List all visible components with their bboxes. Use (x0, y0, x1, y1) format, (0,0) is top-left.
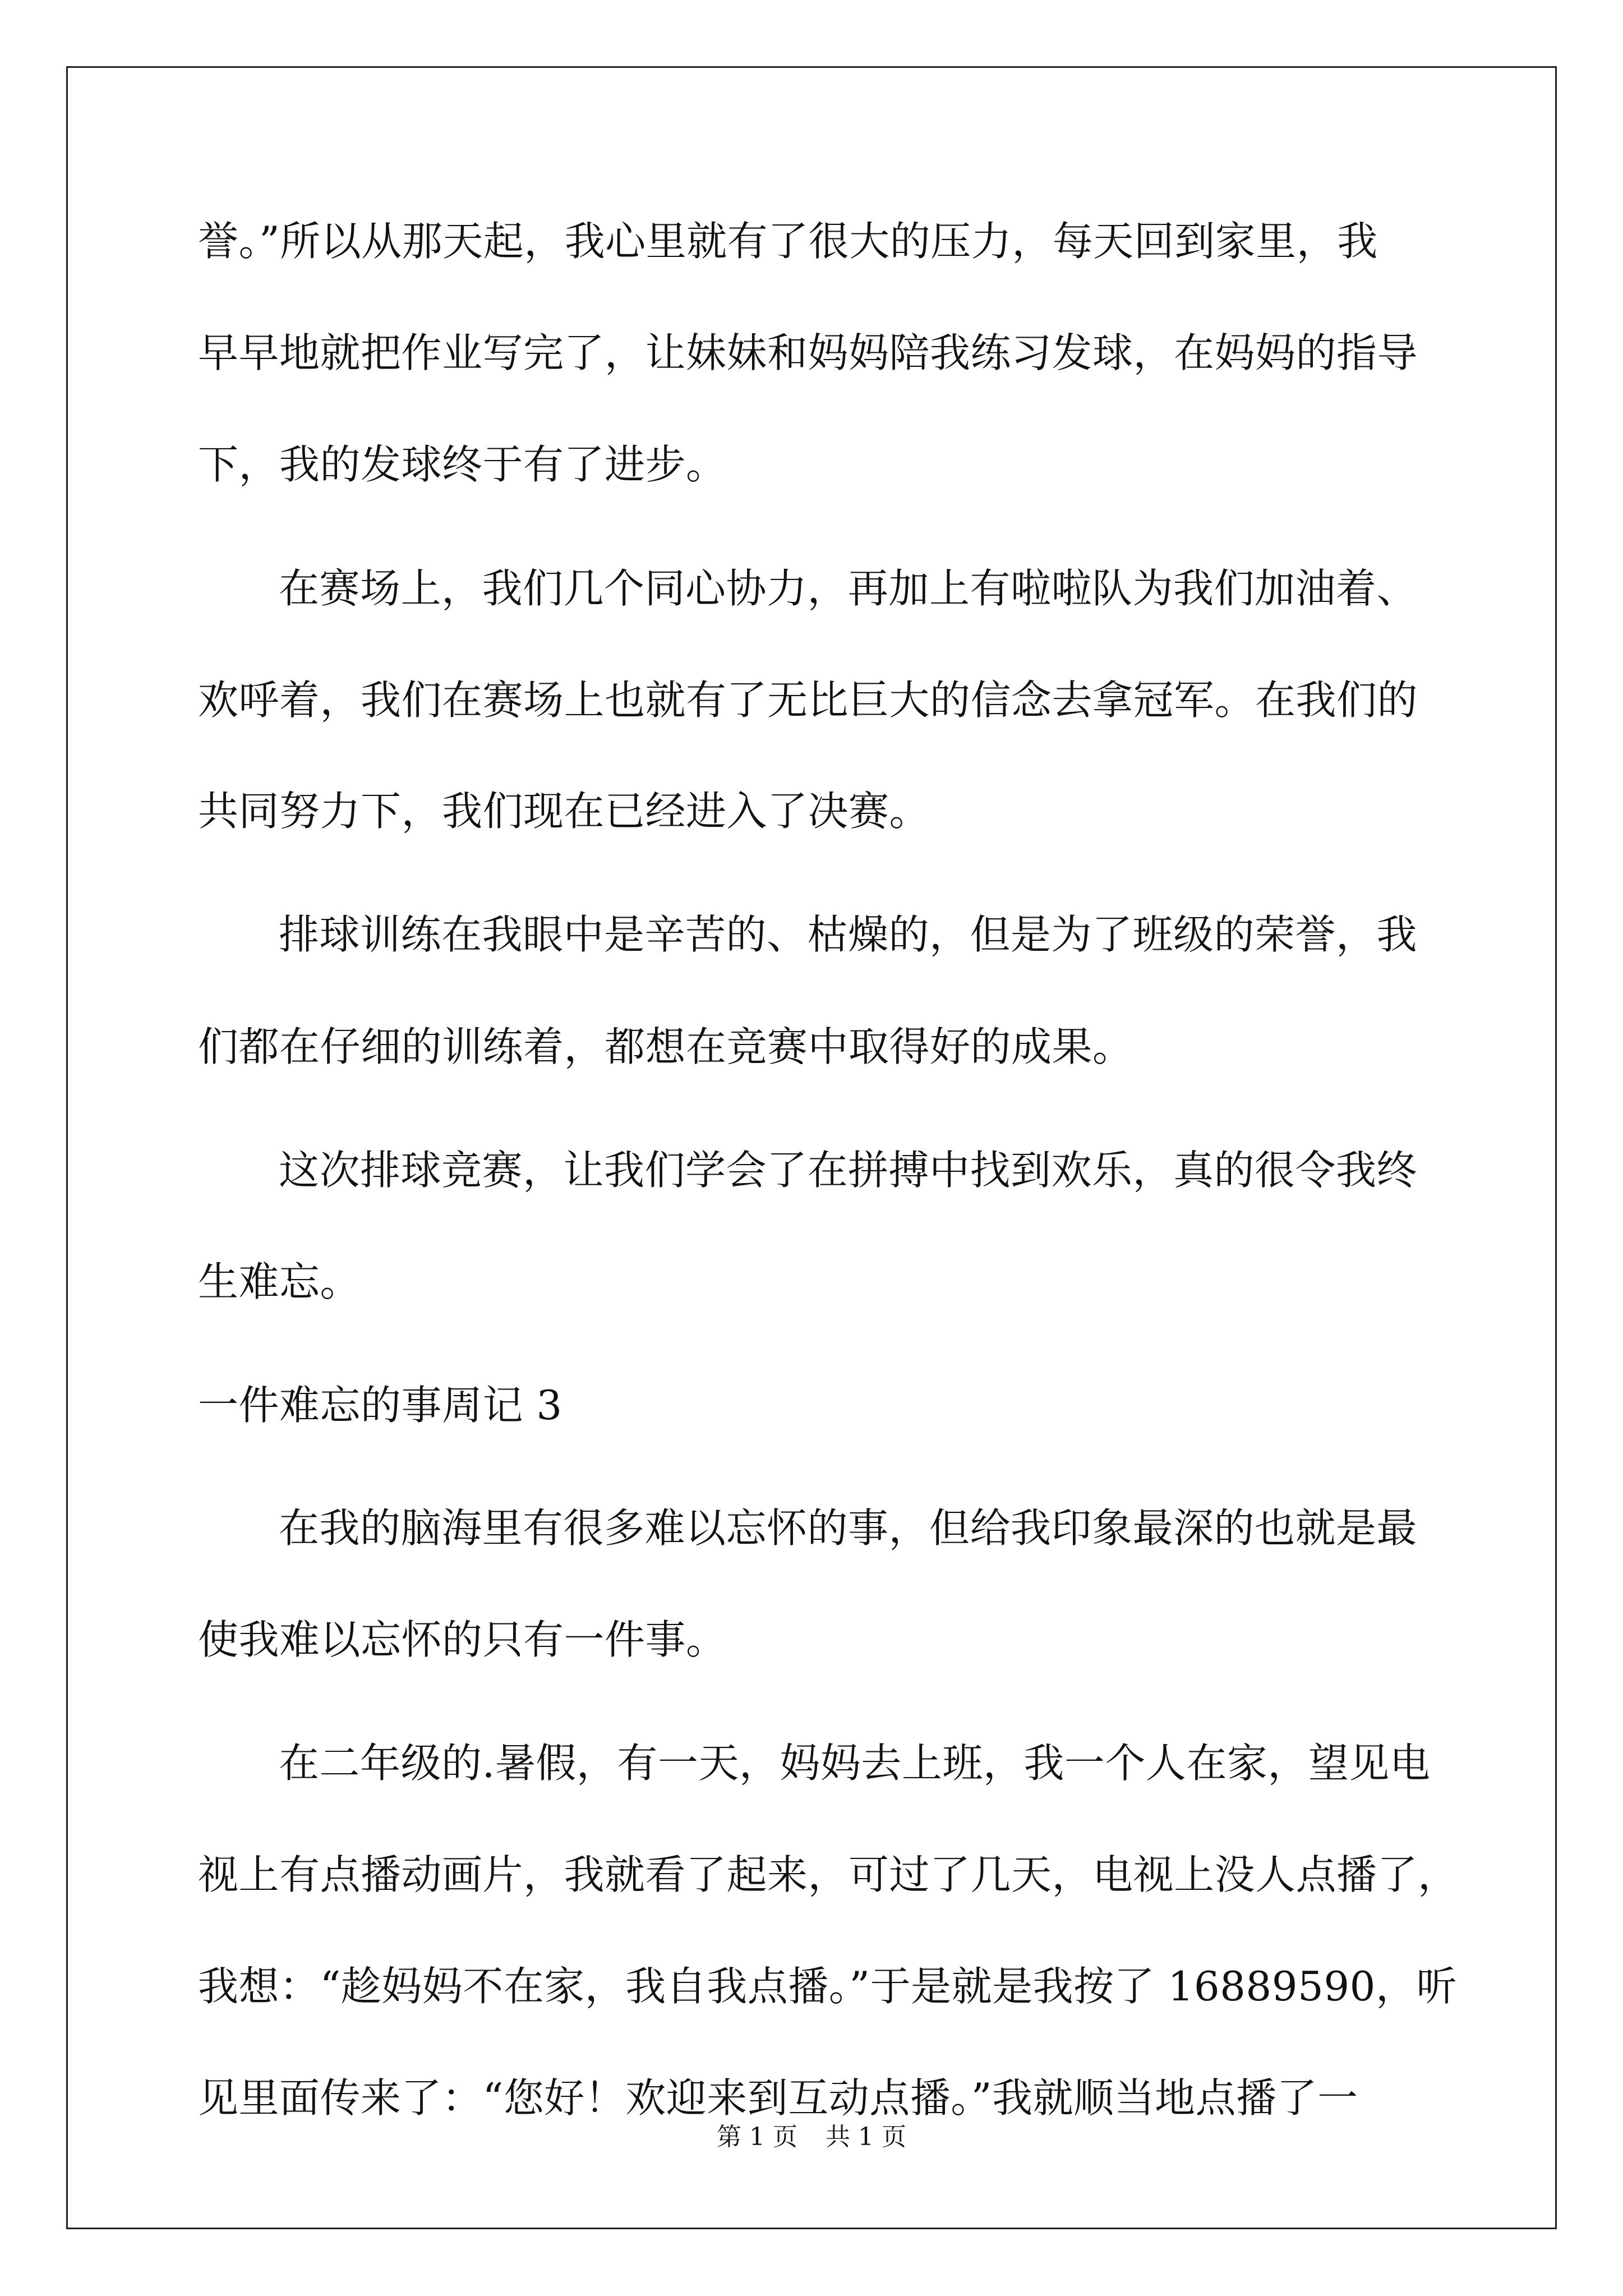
text-line: 早早地就把作业写完了，让妹妹和妈妈陪我练习发球，在妈妈的指导 (198, 329, 1418, 376)
text-line: 我想：“趁妈妈不在家，我自我点播。”于是就是我按了 16889590，听 (198, 1963, 1457, 2010)
paragraph-start-line: 在我的脑海里有很多难以忘怀的事，但给我印象最深的也就是最 (279, 1504, 1418, 1552)
text-line: 们都在仔细的训练着，都想在竞赛中取得好的成果。 (198, 1023, 1133, 1070)
text-line: 下，我的发球终于有了进步。 (198, 441, 727, 488)
text-line: 见里面传来了：“您好！欢迎来到互动点播。”我就顺当地点播了一 (198, 2074, 1358, 2122)
text-line: 生难忘。 (198, 1258, 361, 1305)
text-line: 誉。”所以从那天起，我心里就有了很大的压力，每天回到家里，我 (198, 218, 1378, 265)
paragraph-start-line: 在赛场上，我们几个同心协力，再加上有啦啦队为我们加油着、 (279, 565, 1418, 612)
text-line: 视上有点播动画片，我就看了起来，可过了几天，电视上没人点播了， (198, 1851, 1459, 1898)
paragraph-start-line: 排球训练在我眼中是辛苦的、枯燥的，但是为了班级的荣誉，我 (279, 911, 1418, 958)
paragraph-start-line: 在二年级的.暑假，有一天，妈妈去上班，我一个人在家，望见电 (279, 1740, 1431, 1787)
page-footer (0, 2120, 1623, 2154)
text-line: 共同努力下，我们现在已经进入了决赛。 (198, 788, 930, 835)
text-line: 使我难以忘怀的只有一件事。 (198, 1616, 727, 1663)
page-total: 共 1 页 (826, 2123, 906, 2151)
text-line: 欢呼着，我们在赛场上也就有了无比巨大的信念去拿冠军。在我们的 (198, 677, 1418, 724)
section-heading: 一件难忘的事周记 3 (198, 1382, 562, 1429)
page-number: 第 1 页 (717, 2123, 797, 2151)
paragraph-start-line: 这次排球竞赛，让我们学会了在拼搏中找到欢乐，真的很令我终 (279, 1147, 1418, 1194)
